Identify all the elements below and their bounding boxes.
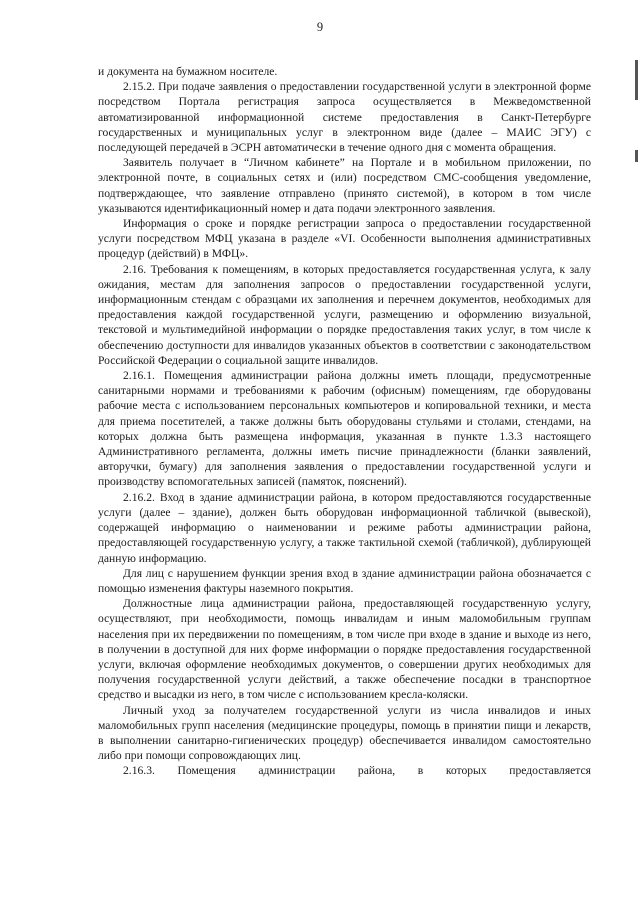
- paragraph: 2.16. Требования к помещениям, в которых предоставляется государственная услуга, к залу ожидания, местам для заполнения запросов о предоставлении государственной услуги, информационным стендам с образцами их заполнения и перечнем документов, необходимых для предоставления каждой государственной услуги, размещению и оформлению визуальной, текстовой и мультимедийной информации о порядке предоставления таких услуг, в том числе к обеспечению доступности для инвалидов указанных объектов в соответствии с законодательством Российской Федерации о социальной защите инвалидов.: [98, 262, 591, 367]
- paragraph: 2.16.3. Помещения администрации района, в которых предоставляется: [123, 764, 591, 778]
- paragraph: 2.16.1. Помещения администрации района должны иметь площади, предусмотренные санитарными нормами и требованиями к рабочим (офисным) помещениям, где оборудованы рабочие места с использованием персональных компьютеров и копировальной техники, и места для приема посетителей, а также должны быть оборудованы стульями и столами, стендами, на которых должна быть размещена информация, указанная в пункте 1.3.3 настоящего Административного регламента, должны иметь писчие принадлежности (бланки заявлений, авторучки, бумагу) для заполнения заявления о предоставлении государственной услуги и производству вспомогательных записей (памяток, пояснений).: [98, 369, 591, 489]
- page-number: 9: [316, 20, 324, 34]
- paragraph: Заявитель получает в “Личном кабинете” на Портале и в мобильном приложении, по электронной почте, в социальных сетях и (или) посредством СМС-сообщения уведомление, подтверждающее, что заявление отправлено (принято системой), в котором в том числе указываются идентификационный номер и дата подачи электронного заявления.: [98, 156, 591, 215]
- paragraph: 2.16.2. Вход в здание администрации района, в котором предоставляются государственные услуги (далее – здание), должен быть оборудован информационной табличкой (вывеской), содержащей информацию о наименовании и режиме работы администрации района, предоставляющей государственную услугу, а также тактильной схемой (табличкой), дублирующей данную информацию.: [98, 490, 591, 565]
- paragraph: Информация о сроке и порядке регистрации запроса о предоставлении государственной услуги посредством МФЦ указана в разделе «VI. Особенности выполнения административных процедур (действий) в МФЦ».: [98, 217, 591, 261]
- paragraph: 2.15.2. При подаче заявления о предоставлении государственной услуги в электронной форме посредством Портала регистрация запроса осуществляется в Межведомственной автоматизированной информационной системе предоставления в Санкт-Петербурге государственных и муниципальных услуг в электронном виде (далее – МАИС ЭГУ) с последующей передачей в ЭСРН автоматически в течение одного дня с момента обращения.: [98, 80, 591, 155]
- paragraph: Должностные лица администрации района, предоставляющей государственную услугу, осуществляют, при необходимости, помощь инвалидам и иным маломобильным группам населения при их передвижении по помещениям, в том числе при входе в здание и выходе из него, в получении в доступной для них форме информации о порядке предоставления государственной услуги, включая оформление необходимых документов, о совершении других необходимых для получения государственной услуги действий, а также обеспечение посадки в транспортное средство и высадки из него, в том числе с использованием кресла-коляски.: [98, 597, 591, 702]
- paragraph: и документа на бумажном носителе.: [98, 65, 278, 78]
- document-body: [98, 64, 591, 779]
- scan-edge-mark: [635, 150, 638, 162]
- scan-edge-mark: [635, 60, 638, 100]
- paragraph: Для лиц с нарушением функции зрения вход в здание администрации района обозначается с помощью изменения фактуры наземного покрытия.: [98, 566, 591, 595]
- paragraph: Личный уход за получателем государственной услуги из числа инвалидов и иных маломобильных групп населения (медицинские процедуры, помощь в принятии пищи и лекарств, в выполнении санитарно-гигиенических процедур) обеспечивается инвалидом самостоятельно либо при помощи сопровождающих лиц.: [98, 703, 591, 763]
